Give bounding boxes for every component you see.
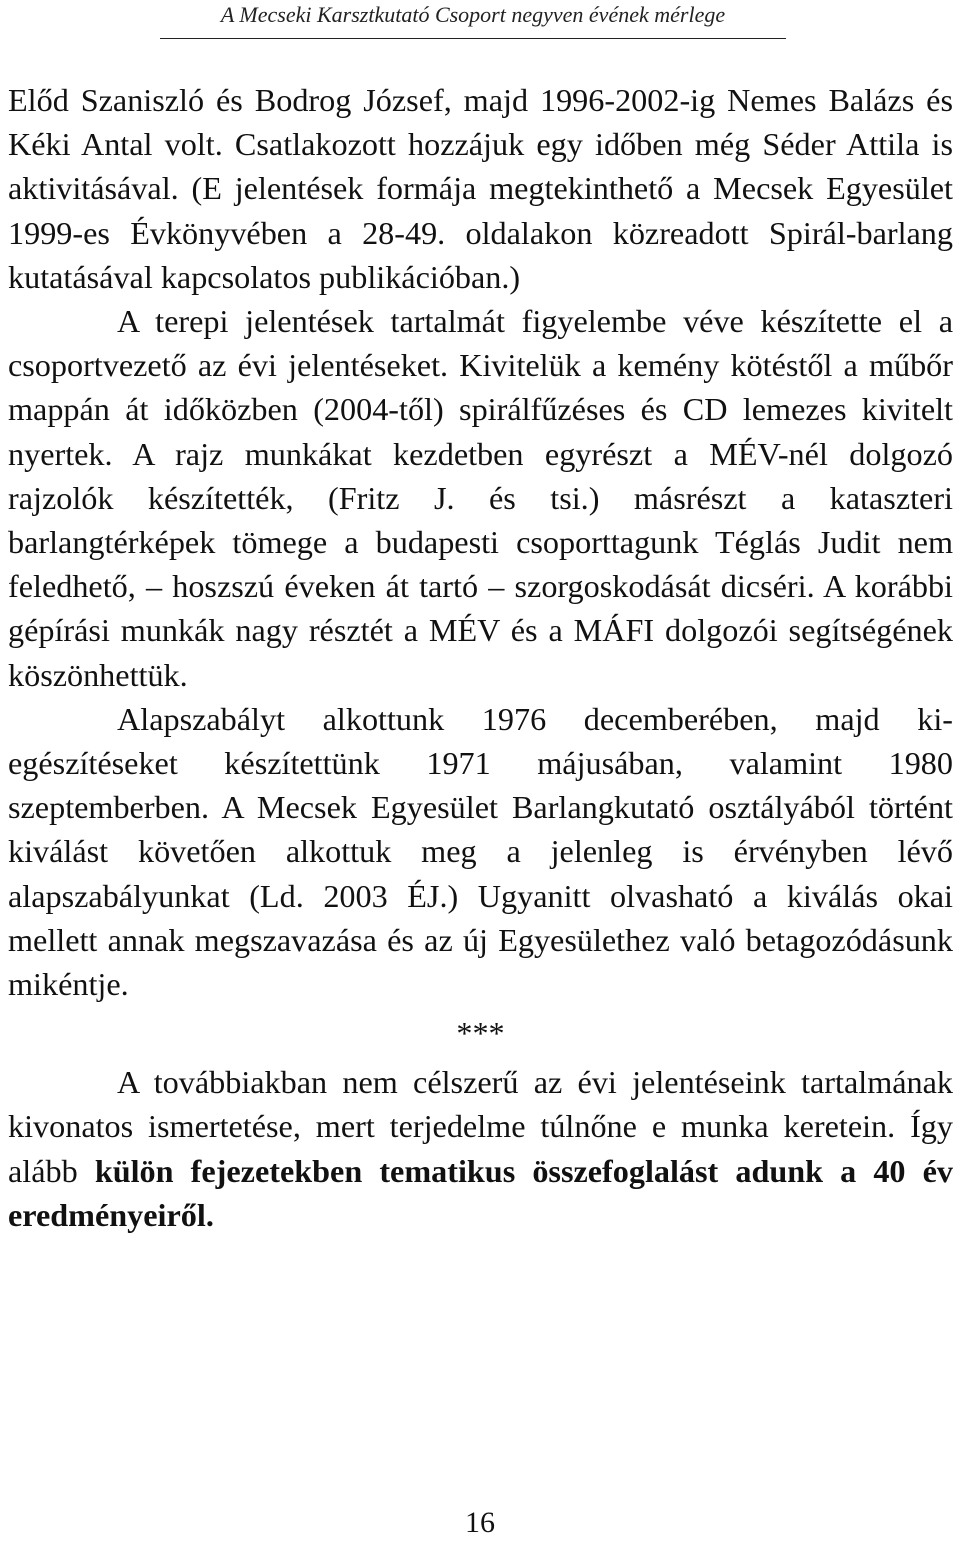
paragraph-2: A terepi jelentések tartalmát figyelembe véve készítette el a csoportvezető az évi jelentéseket. Kivitelük a kemény kötéstől a műbőr mappán át időközben (2004-től) spirálfűzéses és CD lemezes kivitelt nyertek. A rajz munkákat kezdetben egyrészt a MÉV-nél dolgozó rajzolók készítették, (Fritz J. és tsi.) másrészt a kataszteri barlangtérképek tömege a budapesti csoporttagunk Téglás Judit nem feledhető, – hoszszú éveken át tartó – szorgoskodását dicséri. A korábbi gépírási munkák nagy résztét a MÉV és a MÁFI dolgozói segítségének köszönhettük. xyxy=(8,303,953,693)
body-text xyxy=(8,78,953,1237)
paragraph-1: Előd Szaniszló és Bodrog József, majd 1996-2002-ig Nemes Balázs és Kéki Antal volt. Csatlakozott hozzájuk egy időben még Séder Attila is aktivitásával. (E jelentések formája megtekinthető a Mecsek Egyesület 1999-es Évkönyvében a 28-49. oldalakon közreadott Spirál-barlang kutatásával kapcsolatos publikációban.) xyxy=(8,82,953,295)
running-head-title: A Mecseki Karsztkutató Csoport negyven évének mérlege xyxy=(160,0,786,39)
page-number: 16 xyxy=(465,1506,495,1539)
section-separator: *** xyxy=(456,1015,505,1052)
paragraph-3: Alapszabályt alkottunk 1976 decemberében, majd kiegészítéseket készítettünk 1971 májusában, valamint 1980 szeptemberben. A Mecsek Egyesület Barlangkutató osztályából történt kiválást követően alkottuk meg a jelenleg is érvényben lévő alapszabályunkat (Ld. 2003 ÉJ.) Ugyanitt olvasható a kiválás okai mellett annak megszavazása és az új Egyesülethez való betagozódásunk mikéntje. xyxy=(8,700,953,1003)
paragraph-4-plain: A továbbiakban nem célszerű az évi jelentéseink tartalmának kivonatos ismertetése, mert terjedelme túlnőne e munka keretein. Így alább xyxy=(8,1064,953,1189)
paragraph-4-bold: külön fejezetekben tematikus összefoglalást adunk a 40 év eredményeiről. xyxy=(8,1152,954,1233)
paragraph-4 xyxy=(8,1060,953,1237)
